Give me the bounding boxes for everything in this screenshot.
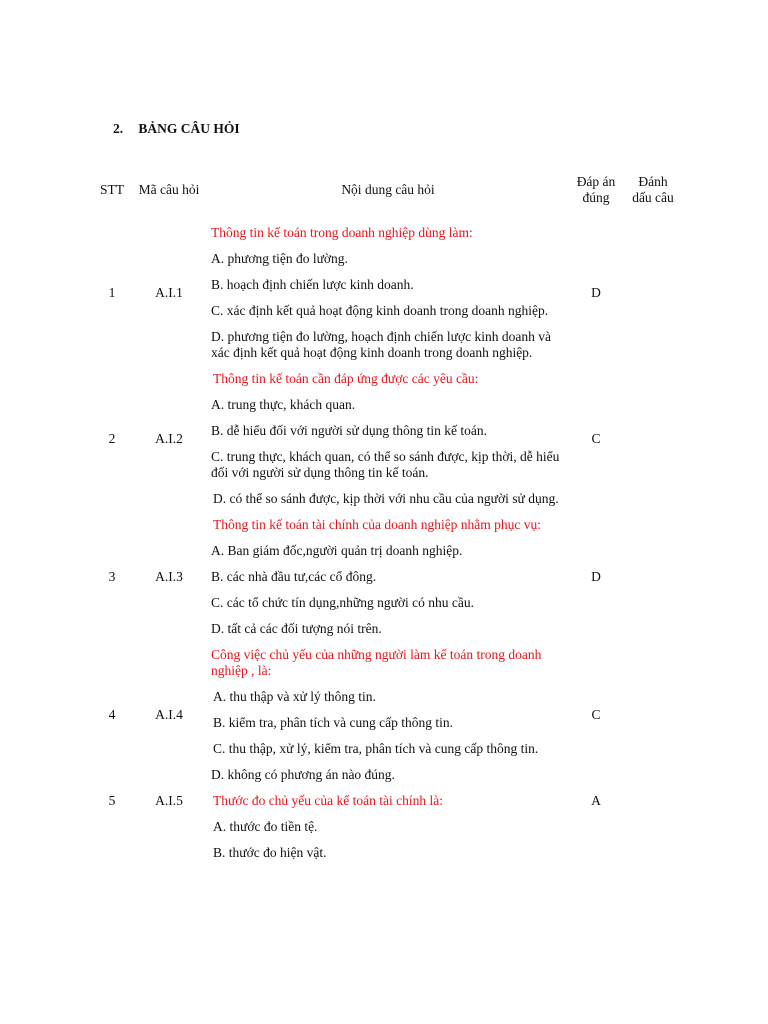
option-c: C. các tổ chức tín dụng,những người có nhu cầu. (211, 595, 475, 610)
option-b: B. kiểm tra, phân tích và cung cấp thông tin. (213, 715, 453, 730)
row-code: A.I.1 (155, 285, 183, 300)
option-c: C. trung thực, khách quan, có thể so sánh được, kịp thời, dễ hiểu đối với người sử dụng thông tin kế toán. (211, 449, 560, 480)
table-row-continued (88, 814, 681, 866)
table-row (88, 642, 681, 788)
option-b: B. hoạch định chiến lược kinh doanh. (211, 277, 414, 292)
row-mark (625, 366, 681, 512)
row-answer: A (591, 793, 601, 808)
table-row (88, 220, 681, 366)
question-text: Thông tin kế toán trong doanh nghiệp dùng làm: (211, 225, 473, 240)
question-text: Thước đo chủ yếu của kế toán tài chính là: (213, 793, 444, 808)
row-stt: 2 (108, 431, 116, 446)
option-d: D. không có phương án nào đúng. (211, 767, 395, 782)
header-stt: STT (99, 182, 124, 197)
row-content (202, 366, 567, 512)
row-stt: 5 (108, 793, 116, 808)
section-number: 2. (113, 121, 124, 136)
question-table (88, 160, 681, 866)
header-code: Mã câu hỏi (138, 182, 200, 197)
option-c: C. xác định kết quả hoạt động kinh doanh trong doanh nghiệp. (211, 303, 549, 318)
table-row (88, 788, 681, 814)
option-a: A. Ban giám đốc,người quản trị doanh nghiệp. (211, 543, 463, 558)
header-answer: Đáp án đúng (576, 174, 616, 205)
row-code: A.I.3 (155, 569, 183, 584)
table-row (88, 366, 681, 512)
question-text: Thông tin kế toán cần đáp ứng được các yêu cầu: (213, 371, 479, 386)
option-a: A. phương tiện đo lường. (211, 251, 348, 266)
row-stt: 3 (108, 569, 116, 584)
option-c: C. thu thập, xử lý, kiểm tra, phân tích và cung cấp thông tin. (213, 741, 539, 756)
row-mark (625, 788, 681, 814)
row-answer: D (591, 285, 601, 300)
section-title: BẢNG CÂU HỎI (138, 121, 240, 136)
option-b: B. các nhà đầu tư,các cổ đông. (211, 569, 377, 584)
header-content: Nội dung câu hỏi (341, 182, 435, 197)
row-mark (625, 220, 681, 366)
row-content (202, 814, 567, 866)
row-answer: D (591, 569, 601, 584)
row-stt: 1 (108, 285, 116, 300)
option-d: D. phương tiện đo lường, hoạch định chiến lược kinh doanh và xác định kết quả hoạt động kinh doanh trong doanh nghiệp. (211, 329, 551, 360)
header-mark: Đánh dấu câu (632, 174, 674, 205)
option-a: A. thu thập và xử lý thông tin. (213, 689, 376, 704)
table-row (88, 512, 681, 642)
row-code: A.I.5 (155, 793, 183, 808)
option-b: B. dễ hiểu đối với người sử dụng thông tin kế toán. (211, 423, 488, 438)
option-d: D. có thể so sánh được, kịp thời với nhu cầu của người sử dụng. (213, 491, 559, 506)
row-content (202, 220, 567, 366)
option-d: D. tất cả các đối tượng nói trên. (211, 621, 382, 636)
row-mark (625, 512, 681, 642)
option-a: A. thước đo tiền tệ. (213, 819, 318, 834)
row-answer: C (591, 431, 601, 446)
row-code: A.I.2 (155, 431, 183, 446)
option-b: B. thước đo hiện vật. (213, 845, 327, 860)
row-content (202, 512, 567, 642)
row-answer: C (591, 707, 601, 722)
question-text: Công việc chủ yếu của những người làm kế toán trong doanh nghiệp , là: (211, 647, 542, 678)
row-content (202, 788, 567, 814)
row-code: A.I.4 (155, 707, 183, 722)
option-a: A. trung thực, khách quan. (211, 397, 356, 412)
question-text: Thông tin kế toán tài chính của doanh nghiệp nhằm phục vụ: (213, 517, 542, 532)
row-content (202, 642, 567, 788)
row-mark (625, 642, 681, 788)
table-header-row (88, 160, 681, 220)
section-heading (113, 121, 240, 137)
row-stt: 4 (108, 707, 116, 722)
